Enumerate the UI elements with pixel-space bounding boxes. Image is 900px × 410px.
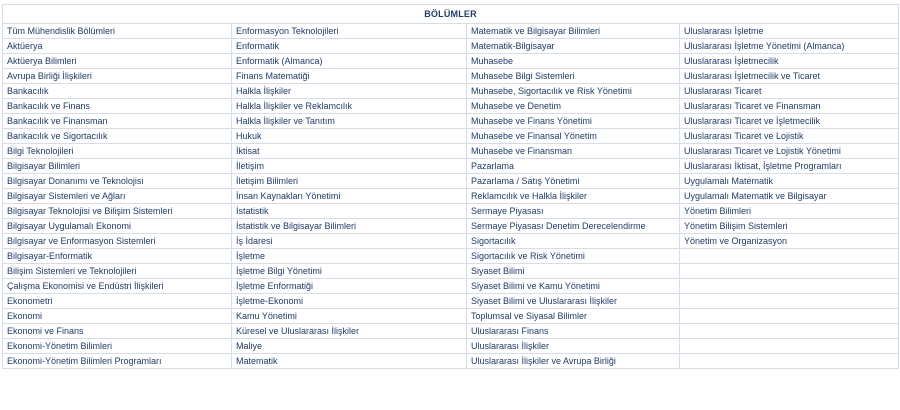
table-cell: Bankacılık ve Finansman bbox=[3, 114, 232, 129]
table-cell: Ekonomi bbox=[3, 309, 232, 324]
table-cell: Bilişim Sistemleri ve Teknolojileri bbox=[3, 264, 232, 279]
table-cell: Muhasebe ve Finans Yönetimi bbox=[467, 114, 680, 129]
table-cell: Bilgisayar Donanımı ve Teknolojisi bbox=[3, 174, 232, 189]
table-cell: İletişim bbox=[232, 159, 467, 174]
table-cell: Bankacılık ve Sigortacılık bbox=[3, 129, 232, 144]
table-cell: Matematik bbox=[232, 354, 467, 369]
table-cell: Ekonomi ve Finans bbox=[3, 324, 232, 339]
table-row bbox=[3, 144, 899, 159]
table-cell: Maliye bbox=[232, 339, 467, 354]
table-cell: Hukuk bbox=[232, 129, 467, 144]
table-cell: Pazarlama bbox=[467, 159, 680, 174]
table-cell: Muhasebe ve Denetim bbox=[467, 99, 680, 114]
table-cell: İstatistik ve Bilgisayar Bilimleri bbox=[232, 219, 467, 234]
table-cell bbox=[680, 264, 899, 279]
table-cell: Halkla İlişkiler bbox=[232, 84, 467, 99]
table-cell: Ekonomi-Yönetim Bilimleri bbox=[3, 339, 232, 354]
table-row bbox=[3, 339, 899, 354]
table-cell: Uluslararası İşletme bbox=[680, 24, 899, 39]
table-cell: Uluslararası İlişkiler ve Avrupa Birliği bbox=[467, 354, 680, 369]
table-cell: Yönetim Bilişim Sistemleri bbox=[680, 219, 899, 234]
table-cell: Bilgisayar ve Enformasyon Sistemleri bbox=[3, 234, 232, 249]
table-cell: Matematik-Bilgisayar bbox=[467, 39, 680, 54]
table-cell: Bilgisayar Sistemleri ve Ağları bbox=[3, 189, 232, 204]
table-cell: Aktüerya bbox=[3, 39, 232, 54]
table-cell: İstatistik bbox=[232, 204, 467, 219]
table-cell: Tüm Mühendislik Bölümleri bbox=[3, 24, 232, 39]
table-cell: İşletme Bilgi Yönetimi bbox=[232, 264, 467, 279]
table-row bbox=[3, 279, 899, 294]
table-cell: Reklamcılık ve Halkla İlişkiler bbox=[467, 189, 680, 204]
table-row bbox=[3, 354, 899, 369]
table-cell bbox=[680, 249, 899, 264]
table-row bbox=[3, 219, 899, 234]
table-cell: Uluslararası İktisat, İşletme Programları bbox=[680, 159, 899, 174]
table-row bbox=[3, 249, 899, 264]
table-cell: Matematik ve Bilgisayar Bilimleri bbox=[467, 24, 680, 39]
table-cell: Enformasyon Teknolojileri bbox=[232, 24, 467, 39]
table-cell: İşletme Enformatiği bbox=[232, 279, 467, 294]
table-row bbox=[3, 69, 899, 84]
table-cell: Ekonomi-Yönetim Bilimleri Programları bbox=[3, 354, 232, 369]
table-cell: Yönetim ve Organizasyon bbox=[680, 234, 899, 249]
table-cell: Uluslararası Ticaret ve Finansman bbox=[680, 99, 899, 114]
table-cell: Bilgisayar Uygulamalı Ekonomi bbox=[3, 219, 232, 234]
table-cell: Ekonometri bbox=[3, 294, 232, 309]
table-cell: Bankacılık ve Finans bbox=[3, 99, 232, 114]
table-cell: Sermaye Piyasası bbox=[467, 204, 680, 219]
table-cell bbox=[680, 324, 899, 339]
table-cell: Finans Matematiği bbox=[232, 69, 467, 84]
table-row bbox=[3, 174, 899, 189]
table-cell: Sermaye Piyasası Denetim Derecelendirme bbox=[467, 219, 680, 234]
table-cell bbox=[680, 339, 899, 354]
table-cell: Bilgisayar-Enformatik bbox=[3, 249, 232, 264]
table-row bbox=[3, 309, 899, 324]
table-row bbox=[3, 189, 899, 204]
table-cell: Uluslararası Ticaret ve Lojistik bbox=[680, 129, 899, 144]
table-cell: Çalışma Ekonomisi ve Endüstri İlişkileri bbox=[3, 279, 232, 294]
table-cell: Uluslararası Ticaret bbox=[680, 84, 899, 99]
table-cell: Uluslararası İşletme Yönetimi (Almanca) bbox=[680, 39, 899, 54]
table-row bbox=[3, 324, 899, 339]
table-cell: İktisat bbox=[232, 144, 467, 159]
table-row bbox=[3, 159, 899, 174]
table-row bbox=[3, 39, 899, 54]
table-cell bbox=[680, 294, 899, 309]
table-cell: Aktüerya Bilimleri bbox=[3, 54, 232, 69]
table-header-row bbox=[3, 5, 899, 24]
table-cell: İnsan Kaynakları Yönetimi bbox=[232, 189, 467, 204]
table-cell: Enformatik (Almanca) bbox=[232, 54, 467, 69]
table-cell: Bilgi Teknolojileri bbox=[3, 144, 232, 159]
table-cell: Pazarlama / Satış Yönetimi bbox=[467, 174, 680, 189]
table-cell: Sigortacılık bbox=[467, 234, 680, 249]
table-row bbox=[3, 264, 899, 279]
table-cell: İşletme bbox=[232, 249, 467, 264]
table-row bbox=[3, 24, 899, 39]
table-cell: Enformatik bbox=[232, 39, 467, 54]
table-cell: Muhasebe Bilgi Sistemleri bbox=[467, 69, 680, 84]
table-row bbox=[3, 294, 899, 309]
table-body bbox=[3, 24, 899, 369]
table-cell: Uygulamalı Matematik ve Bilgisayar bbox=[680, 189, 899, 204]
table-cell: Muhasebe, Sigortacılık ve Risk Yönetimi bbox=[467, 84, 680, 99]
table-cell: Muhasebe ve Finansal Yönetim bbox=[467, 129, 680, 144]
table-cell: İş İdaresi bbox=[232, 234, 467, 249]
table-cell: Uluslararası İşletmecilik bbox=[680, 54, 899, 69]
table-cell bbox=[680, 279, 899, 294]
table-cell: Uluslararası Finans bbox=[467, 324, 680, 339]
table-row bbox=[3, 84, 899, 99]
table-cell: Sigortacılık ve Risk Yönetimi bbox=[467, 249, 680, 264]
table-row bbox=[3, 99, 899, 114]
table-cell: Uluslararası Ticaret ve İşletmecilik bbox=[680, 114, 899, 129]
table-cell: Bilgisayar Teknolojisi ve Bilişim Sistemleri bbox=[3, 204, 232, 219]
table-cell: Muhasebe bbox=[467, 54, 680, 69]
departments-table bbox=[2, 4, 899, 369]
table-cell: Uluslararası Ticaret ve Lojistik Yönetimi bbox=[680, 144, 899, 159]
table-cell: Uluslararası İlişkiler bbox=[467, 339, 680, 354]
table-cell: Avrupa Birliği İlişkileri bbox=[3, 69, 232, 84]
table-row bbox=[3, 54, 899, 69]
table-cell: Kamu Yönetimi bbox=[232, 309, 467, 324]
table-row bbox=[3, 129, 899, 144]
table-row bbox=[3, 204, 899, 219]
table-cell: Siyaset Bilimi ve Kamu Yönetimi bbox=[467, 279, 680, 294]
table-cell: Siyaset Bilimi bbox=[467, 264, 680, 279]
table-cell: Muhasebe ve Finansman bbox=[467, 144, 680, 159]
table-cell: Yönetim Bilimleri bbox=[680, 204, 899, 219]
table-cell: Halkla İlişkiler ve Reklamcılık bbox=[232, 99, 467, 114]
table-row bbox=[3, 114, 899, 129]
table-cell: Siyaset Bilimi ve Uluslararası İlişkiler bbox=[467, 294, 680, 309]
table-cell: İşletme-Ekonomi bbox=[232, 294, 467, 309]
table-cell: Toplumsal ve Siyasal Bilimler bbox=[467, 309, 680, 324]
table-title: BÖLÜMLER bbox=[3, 5, 899, 24]
table-cell: Halkla İlişkiler ve Tanıtım bbox=[232, 114, 467, 129]
table-cell: Bilgisayar Bilimleri bbox=[3, 159, 232, 174]
table-row bbox=[3, 234, 899, 249]
table-cell: Bankacılık bbox=[3, 84, 232, 99]
table-cell bbox=[680, 309, 899, 324]
table-cell bbox=[680, 354, 899, 369]
table-cell: Küresel ve Uluslararası İlişkiler bbox=[232, 324, 467, 339]
table-cell: İletişim Bilimleri bbox=[232, 174, 467, 189]
table-cell: Uluslararası İşletmecilik ve Ticaret bbox=[680, 69, 899, 84]
table-cell: Uygulamalı Matematik bbox=[680, 174, 899, 189]
